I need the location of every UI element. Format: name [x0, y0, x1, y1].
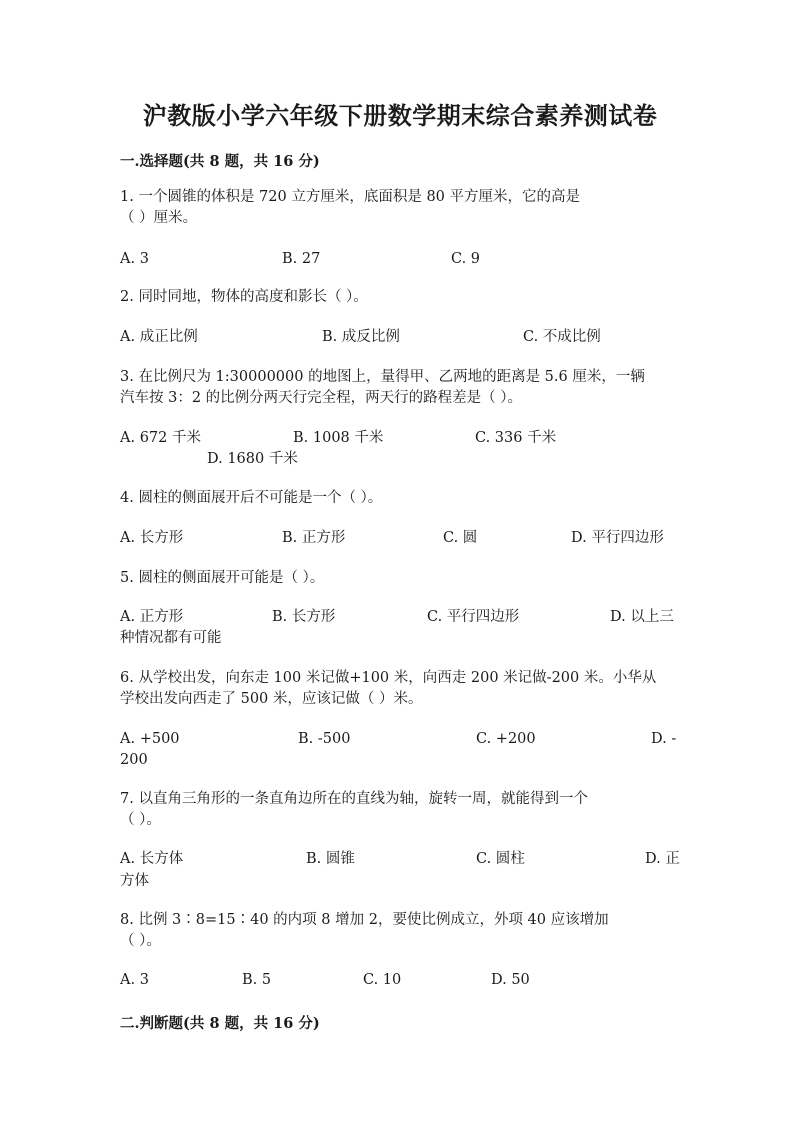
option-a: A. 正方形	[120, 609, 184, 625]
question-1	[120, 187, 680, 229]
question-text-line: 7. 以直角三角形的一条直角边所在的直线为轴，旋转一周，就能得到一个	[120, 791, 588, 807]
option-d: D. 以上三	[610, 609, 674, 625]
question-text-line: 5. 圆柱的侧面展开可能是（ ）。	[120, 570, 325, 586]
option-d-continued: 方体	[120, 873, 149, 889]
option-c: C. 9	[451, 251, 481, 267]
option-d-continued: 200	[120, 752, 148, 768]
option-a: A. +500	[120, 731, 180, 747]
question-5	[120, 568, 680, 589]
option-a: A. 长方形	[120, 530, 184, 546]
option-a: A. 长方体	[120, 851, 184, 867]
question-text-line: （ ）。	[120, 812, 161, 828]
option-c: C. 圆	[443, 530, 478, 546]
option-d: D. 1680 千米	[207, 451, 298, 467]
question-text-line: 学校出发向西走了 500 米，应该记做（ ）米。	[120, 691, 423, 707]
question-text-line: 6. 从学校出发，向东走 100 米记做+100 米，向西走 200 米记做-200 米。小华从	[120, 670, 657, 686]
question-4	[120, 488, 680, 509]
question-8	[120, 910, 680, 952]
option-c: C. +200	[476, 731, 536, 747]
option-b: B. 5	[242, 972, 272, 988]
question-text-line: 1. 一个圆锥的体积是 720 立方厘米，底面积是 80 平方厘米，它的高是	[120, 189, 581, 205]
option-a: A. 3	[120, 972, 149, 988]
option-c: C. 不成比例	[523, 329, 601, 345]
option-c: C. 10	[363, 972, 402, 988]
option-b: B. 1008 千米	[293, 430, 384, 446]
section-heading-judgement: 二.判断题(共 8 题，共 16 分)	[120, 1015, 320, 1032]
option-b: B. 成反比例	[322, 329, 400, 345]
option-a: A. 672 千米	[120, 430, 201, 446]
option-d: D. 平行四边形	[571, 530, 664, 546]
question-6	[120, 668, 680, 710]
question-text-line: 2. 同时同地，物体的高度和影长（ ）。	[120, 289, 368, 305]
option-c: C. 平行四边形	[427, 609, 520, 625]
question-text-line: （ ）厘米。	[120, 210, 198, 226]
question-text-line: 4. 圆柱的侧面展开后不可能是一个（ ）。	[120, 490, 383, 506]
question-text-line: 汽车按 3：2 的比例分两天行完全程，两天行的路程差是（ ）。	[120, 390, 523, 406]
question-7	[120, 789, 680, 831]
option-d: D. 50	[491, 972, 530, 988]
option-b: B. 圆锥	[306, 851, 355, 867]
section-heading-choice: 一.选择题(共 8 题，共 16 分)	[120, 153, 320, 170]
option-c: C. 336 千米	[475, 430, 557, 446]
page-title: 沪教版小学六年级下册数学期末综合素养测试卷	[142, 101, 658, 130]
option-b: B. -500	[298, 731, 351, 747]
question-2	[120, 287, 680, 308]
option-b: B. 正方形	[282, 530, 346, 546]
option-a: A. 3	[120, 251, 149, 267]
question-text-line: 8. 比例 3∶8=15∶40 的内项 8 增加 2，要使比例成立，外项 40 应该增加	[120, 912, 609, 928]
option-d-continued: 种情况都有可能	[120, 630, 222, 646]
question-text-line: （ ）。	[120, 933, 161, 949]
option-d: D. -	[651, 731, 677, 747]
question-text-line: 3. 在比例尺为 1:30000000 的地图上，量得甲、乙两地的距离是 5.6 厘米，一辆	[120, 369, 645, 385]
option-d: D. 正	[645, 851, 680, 867]
question-3	[120, 367, 680, 409]
option-c: C. 圆柱	[476, 851, 525, 867]
option-a: A. 成正比例	[120, 329, 198, 345]
option-b: B. 27	[282, 251, 321, 267]
option-b: B. 长方形	[272, 609, 336, 625]
